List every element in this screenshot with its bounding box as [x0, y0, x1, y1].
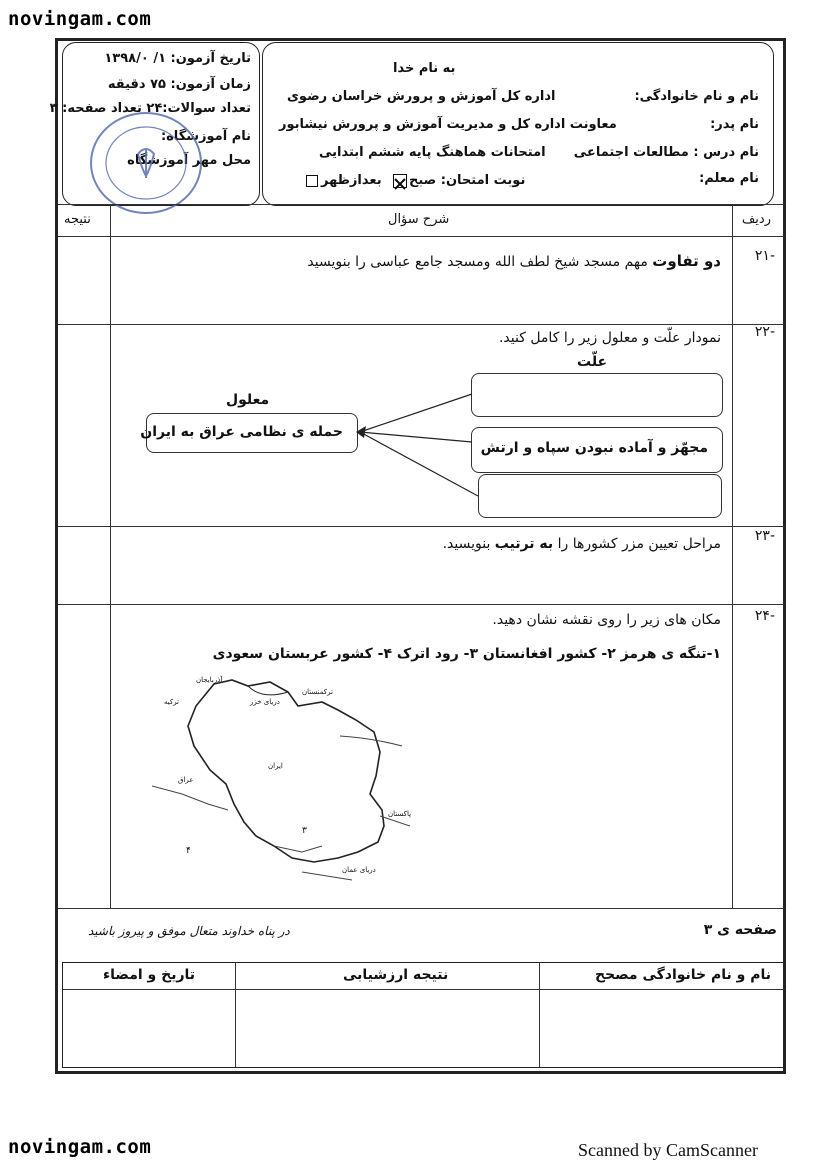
q23-text — [443, 536, 721, 552]
q24-number: -۲۴ — [754, 608, 775, 624]
cause-box-1[interactable] — [471, 373, 723, 417]
evaluation-result-header: نتیجه ارزشیابی — [343, 967, 449, 983]
effect-text: حمله ی نظامی عراق به ایران — [140, 424, 343, 440]
map-label-azerbaijan: آذربایجان — [196, 676, 223, 684]
org-line-2: معاونت اداره کل و مدیریت آموزش و پرورش نیشابور — [279, 117, 617, 132]
shift-afternoon: بعدازظهر — [321, 173, 382, 188]
map-number-2: ۳ — [302, 826, 307, 836]
iran-map — [152, 676, 410, 888]
teacher-name-label: نام معلم: — [699, 171, 759, 186]
q23-bold: به ترتیب — [494, 536, 554, 552]
course-name-label: نام درس : مطالعات اجتماعی — [573, 145, 759, 160]
stamp-place-label: محل مهر آموزشگاه — [127, 153, 251, 168]
morning-checkbox-icon — [393, 174, 407, 188]
exam-duration: زمان آزمون: ۷۵ دقیقه — [107, 77, 251, 92]
good-luck-message: در پناه خداوند متعال موفق و پیروز باشید — [88, 924, 290, 938]
school-name-label: نام آموزشگاه: — [160, 129, 251, 144]
q21-body: مهم مسجد شیخ لطف الله ومسجد جامع عباسی را بنویسید — [307, 254, 653, 270]
org-line-1: اداره کل آموزش و پرورش خراسان رضوی — [287, 89, 556, 104]
cause-label: علّت — [577, 354, 608, 370]
map-number-1: ۴ — [186, 846, 191, 856]
q22-number: -۲۲ — [754, 324, 775, 340]
exam-counts: تعداد سوالات:۲۴ تعداد صفحه: ۳ — [49, 101, 251, 116]
exam-header-box — [262, 42, 774, 206]
grading-table — [62, 962, 786, 1068]
map-label-oman-sea: دریای عمان — [342, 866, 376, 874]
q21-bold: دو تفاوت — [652, 252, 721, 270]
cause-box-2 — [471, 427, 723, 473]
father-name-label: نام پدر: — [710, 117, 759, 132]
map-label-turkey: ترکیه — [164, 698, 180, 706]
scanner-watermark: Scanned by CamScanner — [578, 1140, 758, 1160]
school-stamp-icon — [90, 112, 202, 214]
site-watermark-top: novingam.com — [8, 8, 152, 30]
map-label-pakistan: پاکستان — [388, 810, 412, 818]
map-label-caspian: دریای خزر — [250, 698, 280, 706]
org-line-3: امتحانات هماهنگ پایه ششم ابتدایی — [319, 145, 546, 160]
site-watermark-bottom: novingam.com — [8, 1136, 152, 1158]
q24-items: ۱-تنگه ی هرمز ۲- کشور افغانستان ۳- رود اترک ۴- کشور عربستان سعودی — [212, 646, 721, 662]
q21-number: -۲۱ — [754, 248, 775, 264]
cause-2-text: مجهّز و آماده نبودن سپاه و ارتش — [480, 440, 708, 456]
map-label-iraq: عراق — [178, 776, 194, 784]
cause-effect-arrows — [350, 380, 480, 510]
corrector-name-header: نام و نام خانوادگی مصحح — [594, 967, 771, 983]
result-header: نتیجه — [64, 212, 91, 227]
shift-morning: نوبت امتحان: صبح — [409, 173, 526, 188]
description-header: شرح سؤال — [388, 212, 450, 227]
bismillah: به نام خدا — [393, 61, 456, 76]
effect-label: معلول — [226, 392, 270, 408]
exam-date: تاریخ آزمون: ۱/ ۱۳۹۸/۰ — [104, 51, 251, 66]
q24-text: مکان های زیر را روی نقشه نشان دهید. — [492, 612, 721, 628]
q21-text — [307, 252, 721, 270]
q23-number: -۲۳ — [754, 528, 775, 544]
q23-pre: مراحل تعیین مزر کشورها را — [553, 536, 721, 552]
q23-post: بنویسید. — [442, 536, 495, 552]
q22-text: نمودار علّت و معلول زیر را کامل کنید. — [498, 330, 721, 346]
cause-box-3[interactable] — [478, 474, 722, 518]
student-name-label: نام و نام خانوادگی: — [634, 89, 759, 104]
afternoon-checkbox-icon — [306, 175, 318, 187]
map-label-turkmenistan: ترکمنستان — [302, 688, 333, 696]
page-number: صفحه ی ۳ — [703, 922, 777, 938]
effect-box — [140, 413, 358, 453]
date-signature-header: تاریخ و امضاء — [103, 967, 196, 983]
map-label-iran: ایران — [268, 762, 283, 770]
row-header: ردیف — [741, 212, 771, 227]
